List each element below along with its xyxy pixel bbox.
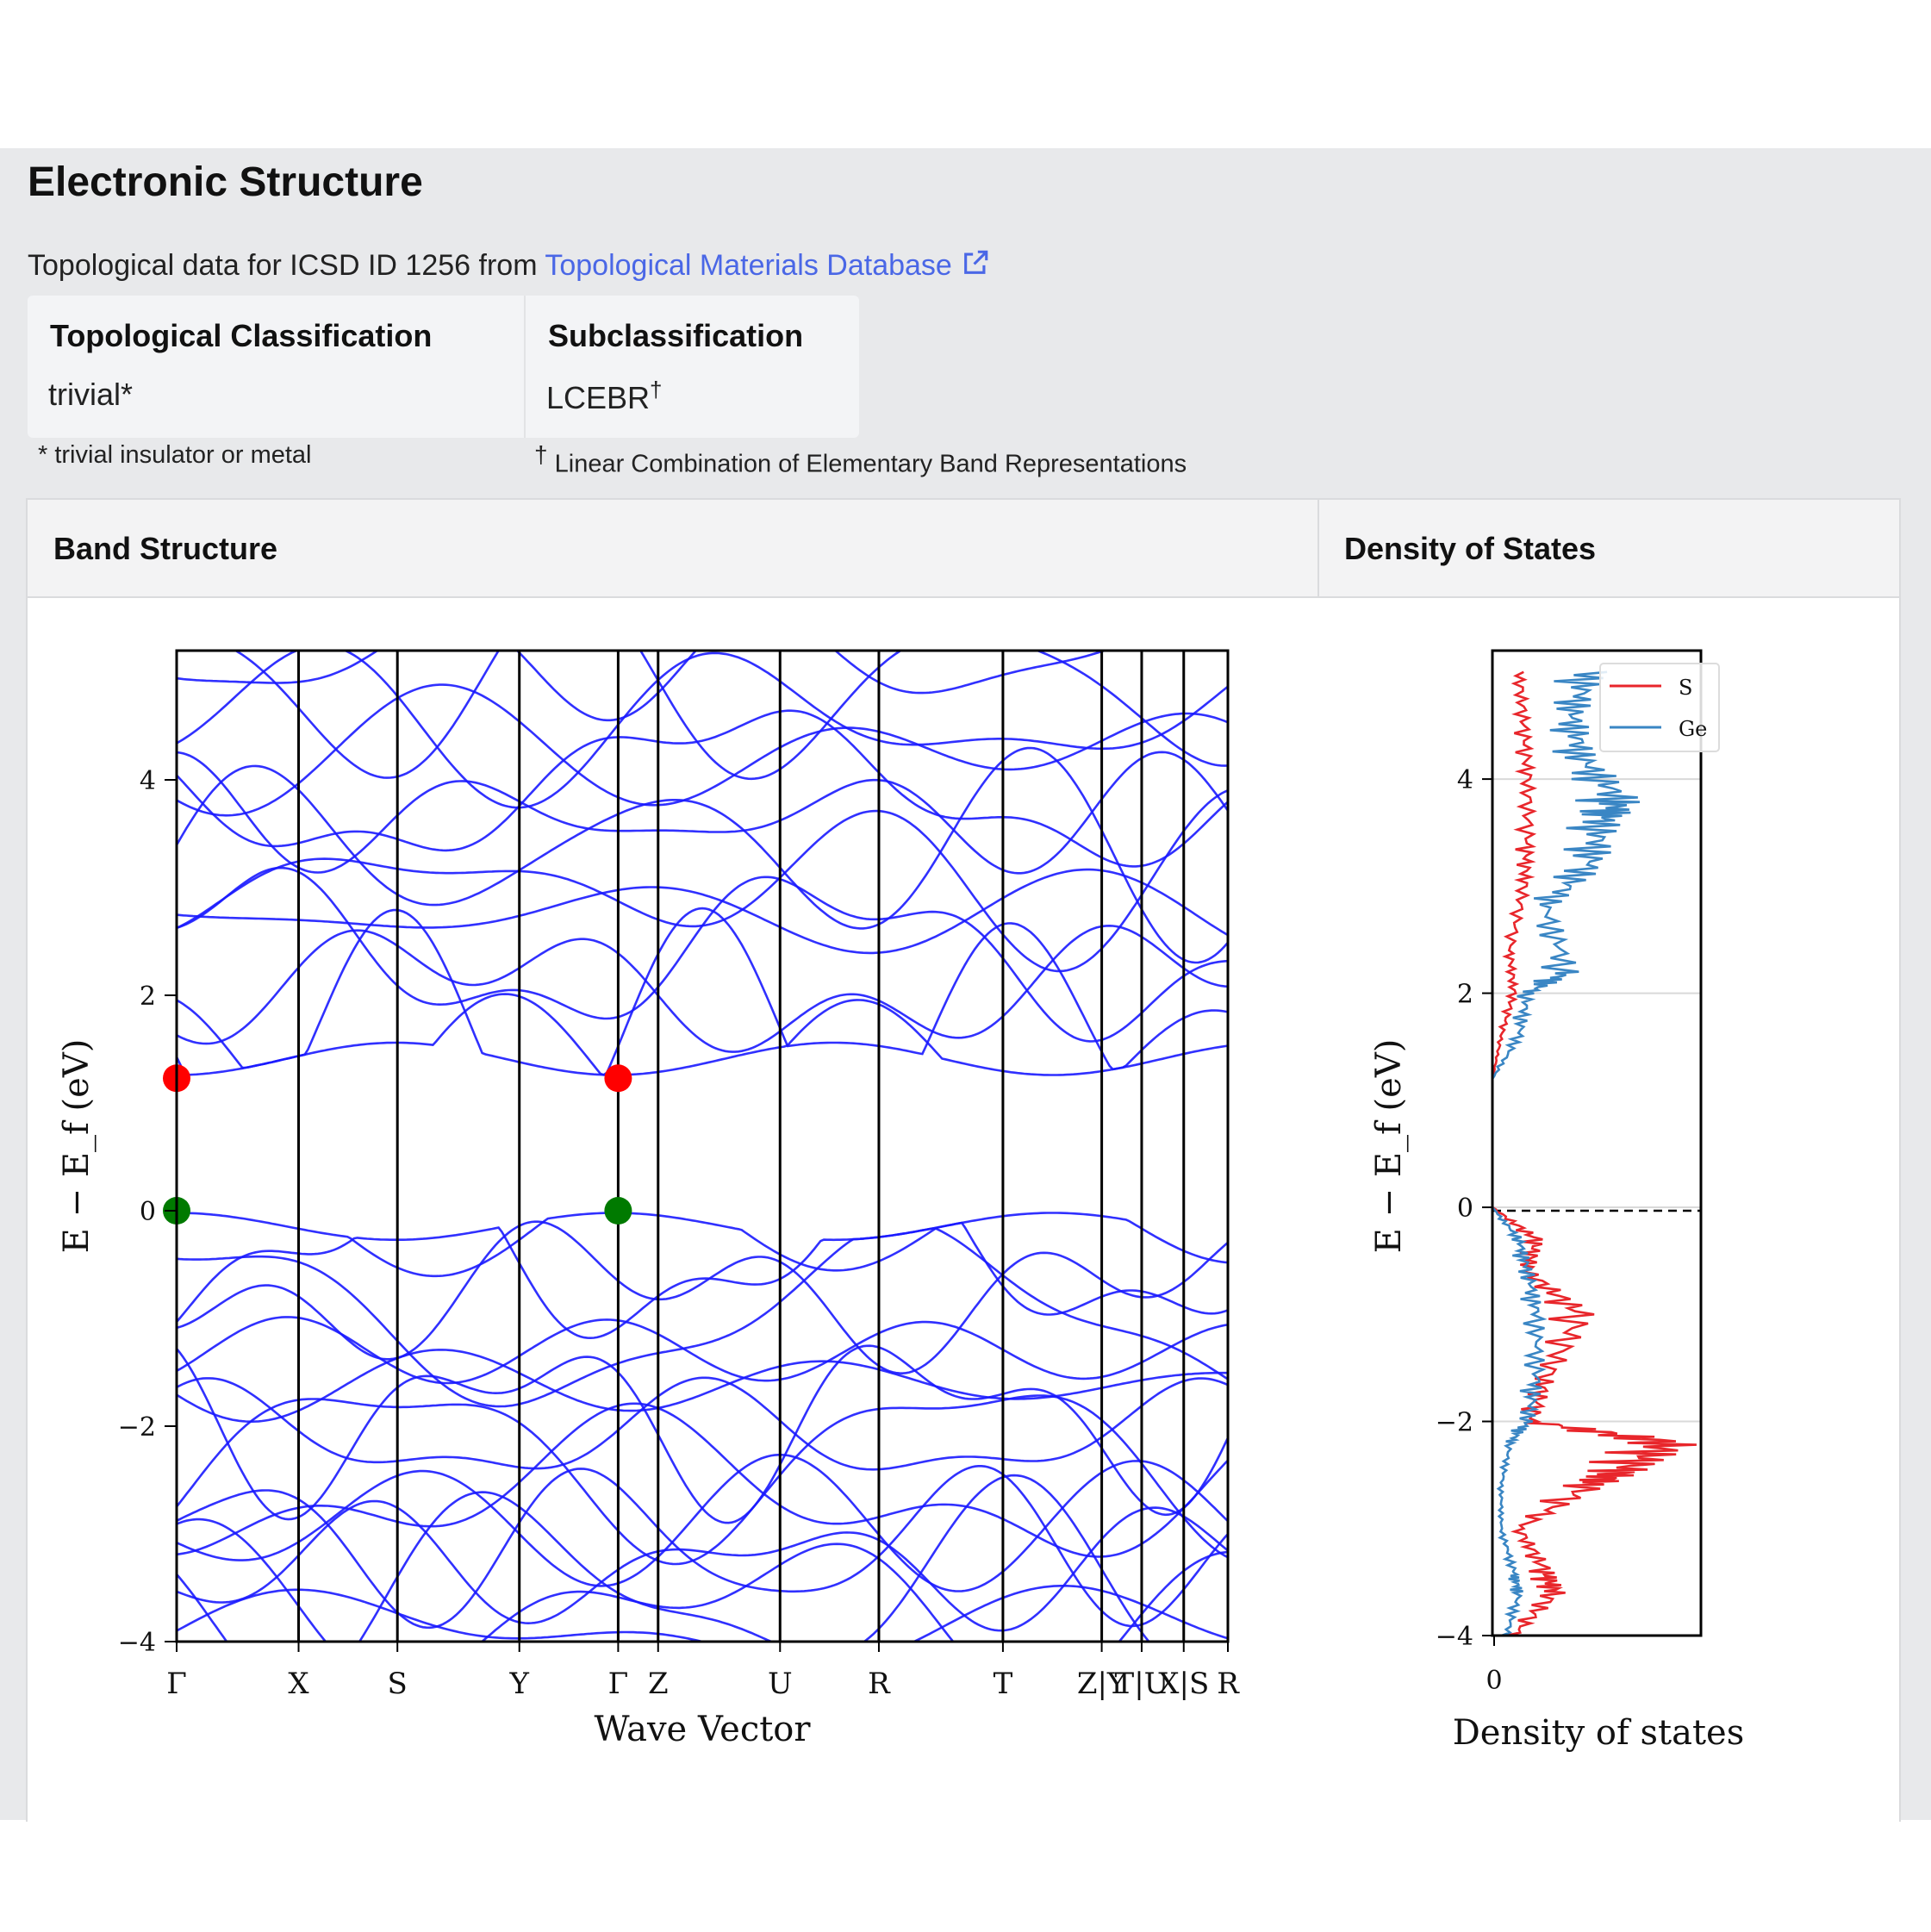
dos-line-ge [1492,672,1640,1636]
band-line [177,1466,1228,1628]
legend-label-ge: Ge [1679,717,1708,741]
k-point-label: U [767,1667,793,1701]
band-lines [177,583,1228,1704]
section-title: Electronic Structure [28,159,423,205]
k-point-label: Z [647,1667,669,1701]
band-structure-chart [57,583,1240,1749]
k-point-label: Γ [166,1667,187,1701]
k-point-label: Γ [607,1667,629,1701]
k-point-label: X|S [1158,1667,1210,1701]
k-point-dividers [299,651,1184,1642]
k-point-label: R [1217,1667,1239,1701]
k-point-label: S [387,1667,408,1701]
band-x-axis-label: Wave Vector [594,1710,811,1749]
dos-y-tick-label: −4 [1435,1622,1473,1652]
k-point-label: R [868,1667,890,1701]
band-line [177,685,1228,816]
band-structure-header: Band Structure [53,531,278,566]
band-line [177,645,1228,808]
band-line [177,1229,1228,1407]
band-y-tick-label: −2 [117,1412,156,1443]
dos-y-tick-label: −2 [1435,1407,1473,1438]
band-line [177,608,1228,720]
band-y-tick-label: 0 [139,1197,156,1227]
k-point-label: Y [509,1667,529,1701]
dos-line-s [1492,672,1697,1636]
dos-y-axis-label: E − E_f (eV) [1369,1038,1409,1254]
dos-y-tick-label: 2 [1456,979,1473,1010]
band-plot-frame [177,651,1228,1642]
band-line [177,908,1228,1075]
band-y-tick-label: 2 [139,982,156,1012]
dos-x-axis-label: Density of states [1452,1713,1745,1753]
band-line [177,1213,1228,1276]
band-x-ticks [166,1642,1240,1701]
subclassification-header: Subclassification [548,318,804,353]
dos-lines [1492,672,1697,1636]
band-line [177,711,1228,867]
band-line [177,748,1228,963]
dos-gridlines [1492,779,1701,1636]
band-line [177,1346,1228,1524]
source-prefix: Topological data for ICSD ID 1256 from [28,249,545,282]
dos-y-tick-label: 4 [1456,765,1473,796]
band-line [177,752,1228,874]
band-y-axis-label: E − E_f (eV) [57,1038,97,1254]
vbm-marker [604,1197,632,1225]
footnote-dagger: † [534,441,548,468]
k-point-label: X [288,1667,309,1701]
band-line [177,869,1228,953]
dos-x-ticks [1486,1636,1502,1696]
dos-chart [1369,651,1744,1753]
dagger-mark: † [650,377,663,402]
dos-legend [1600,664,1719,751]
cbm-marker [604,1064,632,1092]
dos-x-tick-label: 0 [1486,1666,1503,1696]
classification-header: Topological Classification [50,318,433,353]
k-point-label: T [993,1667,1013,1701]
dos-y-ticks [1436,765,1492,1652]
band-line [177,1222,1228,1374]
dos-header: Density of States [1344,531,1597,566]
band-y-tick-label: −4 [117,1628,156,1658]
band-y-tick-label: 4 [139,766,156,796]
footnote-trivial: * trivial insulator or metal [38,441,312,469]
band-line [177,1519,1228,1704]
footnote-lcebr-text: Linear Combination of Elementary Band Representations [554,450,1187,478]
k-point-label: Z|Y [1076,1667,1127,1701]
subclassification-text: LCEBR [546,380,651,415]
k-point-label: T|U [1114,1667,1169,1701]
classification-value: trivial* [48,377,134,412]
legend-label-s: S [1679,676,1693,700]
dos-y-tick-label: 0 [1456,1193,1473,1225]
band-line [177,1586,1228,1666]
topological-db-link-label: Topological Materials Database [545,249,952,282]
